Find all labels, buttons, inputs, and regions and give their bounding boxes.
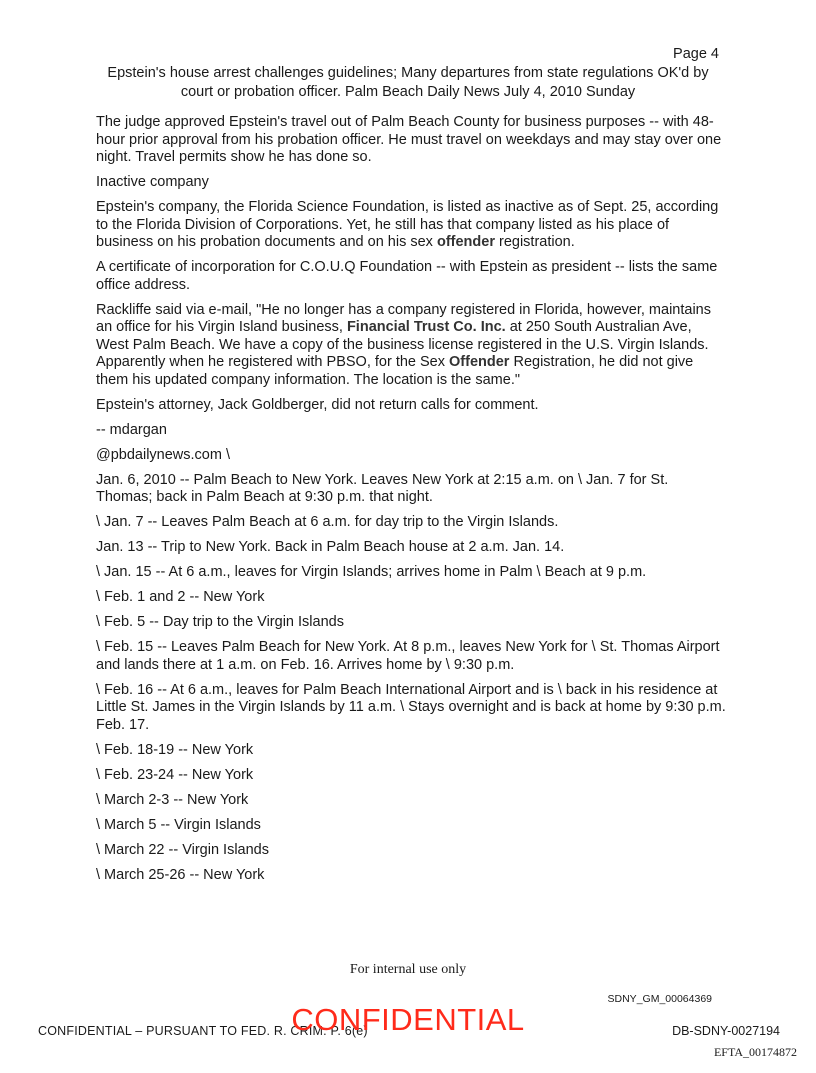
- paragraph-text: \ Feb. 1 and 2 -- New York: [96, 589, 265, 605]
- paragraph-text: A certificate of incorporation for C.O.U.Q Foundation -- with Epstein as president -- lists the same office address.: [96, 259, 718, 293]
- paragraph-text: \ Jan. 15 -- At 6 a.m., leaves for Virgin Islands; arrives home in Palm \ Beach at 9 p.m.: [96, 564, 647, 580]
- paragraph-text: Jan. 13 -- Trip to New York. Back in Palm Beach house at 2 a.m. Jan. 14.: [96, 539, 565, 555]
- bates-number-gm: SDNY_GM_00064369: [607, 993, 712, 1005]
- confidential-notice: CONFIDENTIAL – PURSUANT TO FED. R. CRIM. P. 6(e): [38, 1024, 368, 1038]
- highlighted-term: Financial Trust Co. Inc.: [346, 319, 506, 335]
- paragraph-text: Epstein's attorney, Jack Goldberger, did not return calls for comment.: [96, 396, 539, 413]
- article-paragraph: [96, 564, 726, 582]
- article-paragraph: [96, 842, 726, 860]
- paragraph-text: \ Jan. 7 -- Leaves Palm Beach at 6 a.m. for day trip to the Virgin Islands.: [96, 514, 559, 530]
- paragraph-text: \ March 22 -- Virgin Islands: [96, 841, 269, 858]
- article-paragraph: [96, 114, 726, 167]
- paragraph-text: @pbdailynews.com \: [96, 446, 230, 463]
- article-paragraph: [96, 539, 726, 557]
- article-paragraph: [96, 614, 726, 632]
- paragraph-text: registration.: [494, 234, 575, 250]
- paragraph-text: The judge approved Epstein's travel out of Palm Beach County for business purposes -- with 48-hour prior approval from his probation officer. He must travel on weekdays and may stay over one night. Travel permits show he has done so.: [96, 114, 722, 165]
- article-paragraph: [96, 174, 726, 192]
- article-paragraph: [96, 422, 726, 440]
- article-paragraph: [96, 199, 726, 252]
- article-paragraph: [96, 867, 726, 885]
- paragraph-text: Epstein's company, the Florida Science Foundation, is listed as inactive as of Sept. 25, according to the Florida Division of Corporations. Yet, he still has that company listed as his place of business on his probation documents and on his sex: [96, 199, 719, 250]
- page-number: Page 4: [673, 46, 719, 62]
- bates-number-db: DB-SDNY-0027194: [672, 1024, 780, 1038]
- article-paragraph: [96, 447, 726, 465]
- article-paragraph: [96, 514, 726, 532]
- paragraph-text: at 250 South Australian Ave, West Palm Beach. We have a copy of the business license registered in the U.S. Virgin Islands. Apparently when he registered with PBSO, for the Sex: [96, 319, 709, 370]
- internal-use-notice: For internal use only: [349, 962, 467, 977]
- article-paragraph: [96, 397, 726, 415]
- paragraph-text: Rackliffe said via e-mail, "He no longer has a company registered in Florida, however, maintains an office for his Virgin Island business,: [96, 301, 711, 335]
- paragraph-text: \ Feb. 15 -- Leaves Palm Beach for New York. At 8 p.m., leaves New York for \ St. Thomas Airport and lands there at 1 a.m. on Feb. 16. Arrives home by \ 9:30 p.m.: [96, 639, 720, 673]
- paragraph-text: \ Feb. 18-19 -- New York: [96, 741, 254, 758]
- article-paragraph: [96, 742, 726, 760]
- article-paragraph: [96, 589, 726, 607]
- paragraph-text: Jan. 6, 2010 -- Palm Beach to New York. Leaves New York at 2:15 a.m. on \ Jan. 7 for St. Thomas; back in Palm Beach at 9:30 p.m. that night.: [96, 471, 669, 505]
- paragraph-text: -- mdargan: [96, 421, 167, 438]
- paragraph-text: \ Feb. 23-24 -- New York: [96, 766, 254, 783]
- paragraph-text: \ Feb. 16 -- At 6 a.m., leaves for Palm Beach International Airport and is \ back in his residence at Little St. James in the Virgin Islands by 11 a.m. \ Stays overnight and is back at home by 9:30 p.m. Feb. 17.: [96, 681, 726, 733]
- highlighted-term: offender: [436, 234, 495, 250]
- article-paragraph: [96, 792, 726, 810]
- article-headline: Epstein's house arrest challenges guidelines; Many departures from state regulations OK'd by court or probation officer. Palm Beach Daily News July 4, 2010 Sunday: [107, 65, 709, 100]
- confidential-stamp: CONFIDENTIAL: [291, 1002, 525, 1037]
- article-paragraph: [96, 259, 726, 294]
- paragraph-text: \ March 5 -- Virgin Islands: [96, 816, 261, 833]
- article-paragraph: [96, 472, 726, 507]
- highlighted-term: Offender: [449, 354, 510, 370]
- paragraph-text: Inactive company: [96, 174, 209, 190]
- article-paragraph: [96, 639, 726, 674]
- paragraph-text: \ Feb. 5 -- Day trip to the Virgin Islands: [96, 614, 344, 630]
- article-paragraph: [96, 682, 726, 735]
- paragraph-text: \ March 25-26 -- New York: [96, 866, 265, 883]
- article-body: [96, 114, 726, 892]
- efta-number: EFTA_00174872: [713, 1045, 797, 1059]
- article-paragraph: [96, 817, 726, 835]
- article-paragraph: [96, 302, 726, 390]
- article-paragraph: [96, 767, 726, 785]
- paragraph-text: Registration, he did not give them his updated company information. The location is the same.": [96, 354, 694, 388]
- paragraph-text: \ March 2-3 -- New York: [96, 791, 249, 808]
